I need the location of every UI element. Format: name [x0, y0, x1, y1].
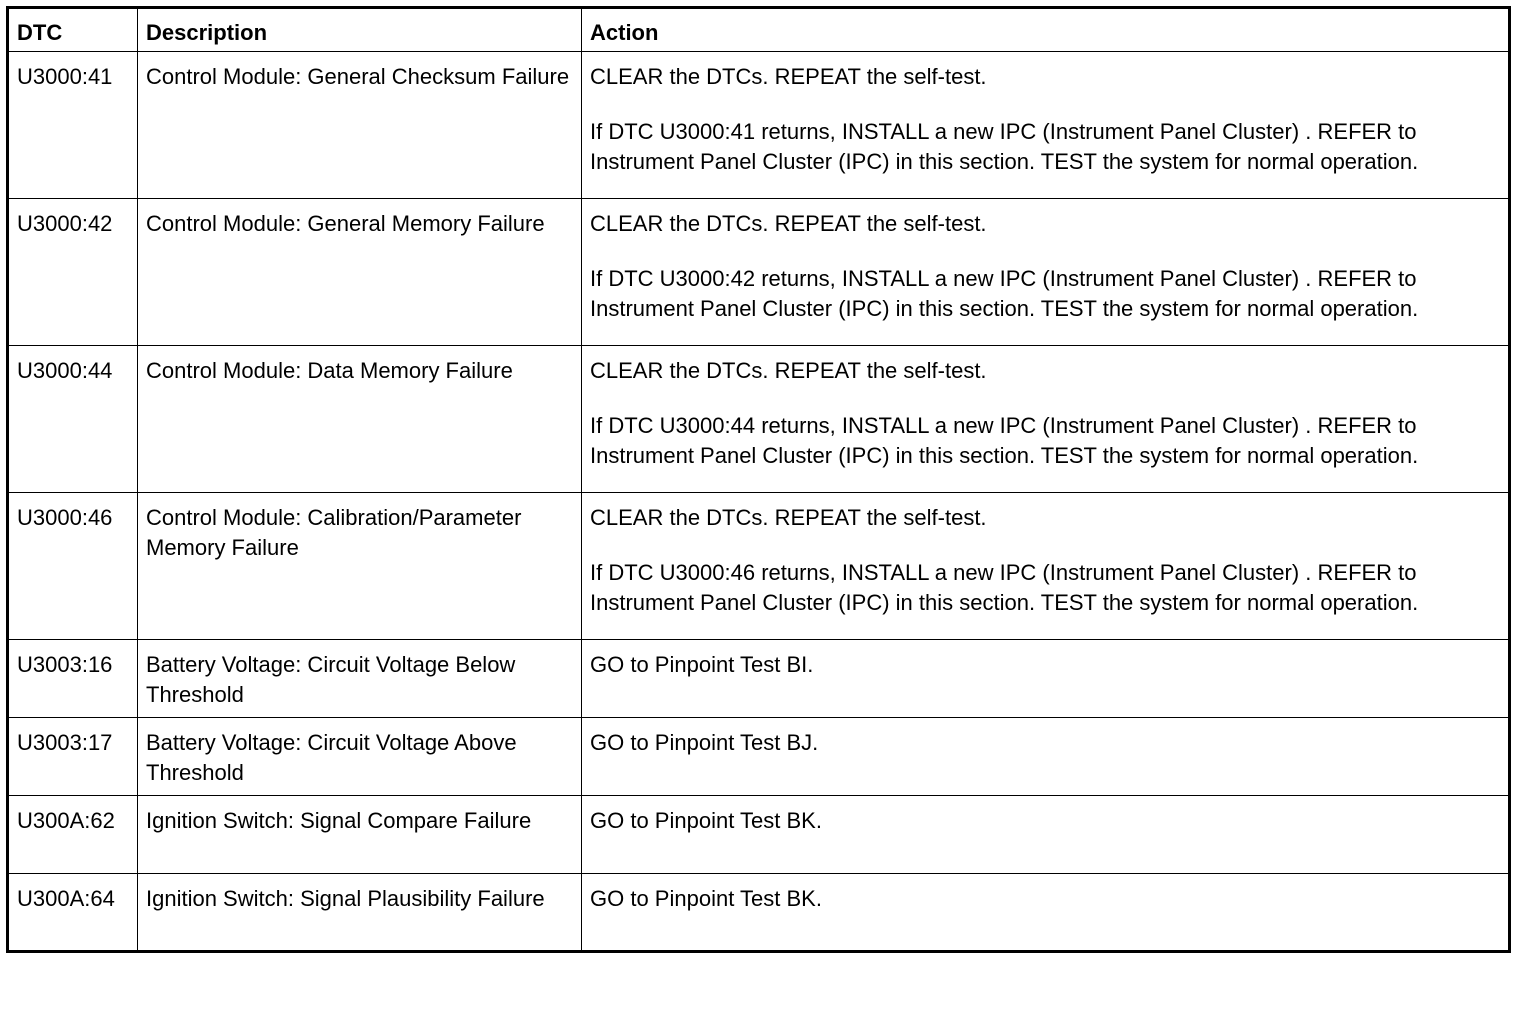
cell-description: Control Module: General Memory Failure [138, 199, 582, 346]
cell-description: Battery Voltage: Circuit Voltage Above Threshold [138, 718, 582, 796]
header-row [8, 8, 1510, 52]
action-step: If DTC U3000:42 returns, INSTALL a new IPC (Instrument Panel Cluster) . REFER to Instrument Panel Cluster (IPC) in this section. TEST the system for normal operation. [590, 266, 1419, 321]
action-step: CLEAR the DTCs. REPEAT the self-test. [590, 358, 987, 383]
table-row [8, 199, 1510, 346]
table-row [8, 874, 1510, 952]
cell-action [582, 346, 1510, 493]
cell-action [582, 199, 1510, 346]
cell-dtc: U3003:16 [8, 640, 138, 718]
cell-dtc: U3000:44 [8, 346, 138, 493]
action-step: If DTC U3000:44 returns, INSTALL a new IPC (Instrument Panel Cluster) . REFER to Instrument Panel Cluster (IPC) in this section. TEST the system for normal operation. [590, 413, 1419, 468]
table-header [8, 8, 1510, 52]
table-body [8, 52, 1510, 952]
action-step: CLEAR the DTCs. REPEAT the self-test. [590, 211, 987, 236]
cell-action [582, 52, 1510, 199]
action-step: GO to Pinpoint Test BJ. [590, 730, 819, 755]
cell-description: Control Module: General Checksum Failure [138, 52, 582, 199]
table-row [8, 52, 1510, 199]
cell-dtc: U300A:62 [8, 796, 138, 874]
table-row [8, 796, 1510, 874]
action-step: If DTC U3000:46 returns, INSTALL a new IPC (Instrument Panel Cluster) . REFER to Instrument Panel Cluster (IPC) in this section. TEST the system for normal operation. [590, 560, 1419, 615]
cell-dtc: U3000:46 [8, 493, 138, 640]
cell-description: Control Module: Calibration/Parameter Memory Failure [138, 493, 582, 640]
action-step: GO to Pinpoint Test BK. [590, 808, 822, 833]
table-row [8, 493, 1510, 640]
cell-action [582, 718, 1510, 796]
cell-action [582, 874, 1510, 952]
table-row [8, 718, 1510, 796]
action-step: GO to Pinpoint Test BI. [590, 652, 814, 677]
dtc-table [6, 6, 1511, 953]
header-description: Description [138, 8, 582, 52]
cell-description: Battery Voltage: Circuit Voltage Below Threshold [138, 640, 582, 718]
cell-dtc: U3003:17 [8, 718, 138, 796]
cell-description: Control Module: Data Memory Failure [138, 346, 582, 493]
action-step: CLEAR the DTCs. REPEAT the self-test. [590, 64, 987, 89]
table-row [8, 346, 1510, 493]
cell-dtc: U300A:64 [8, 874, 138, 952]
action-step: If DTC U3000:41 returns, INSTALL a new IPC (Instrument Panel Cluster) . REFER to Instrument Panel Cluster (IPC) in this section. TEST the system for normal operation. [590, 119, 1419, 174]
cell-description: Ignition Switch: Signal Plausibility Failure [138, 874, 582, 952]
cell-dtc: U3000:41 [8, 52, 138, 199]
action-step: CLEAR the DTCs. REPEAT the self-test. [590, 505, 987, 530]
cell-action [582, 640, 1510, 718]
action-step: GO to Pinpoint Test BK. [590, 886, 822, 911]
header-action: Action [582, 8, 1510, 52]
header-dtc: DTC [8, 8, 138, 52]
cell-action [582, 796, 1510, 874]
cell-description: Ignition Switch: Signal Compare Failure [138, 796, 582, 874]
cell-dtc: U3000:42 [8, 199, 138, 346]
table-row [8, 640, 1510, 718]
cell-action [582, 493, 1510, 640]
